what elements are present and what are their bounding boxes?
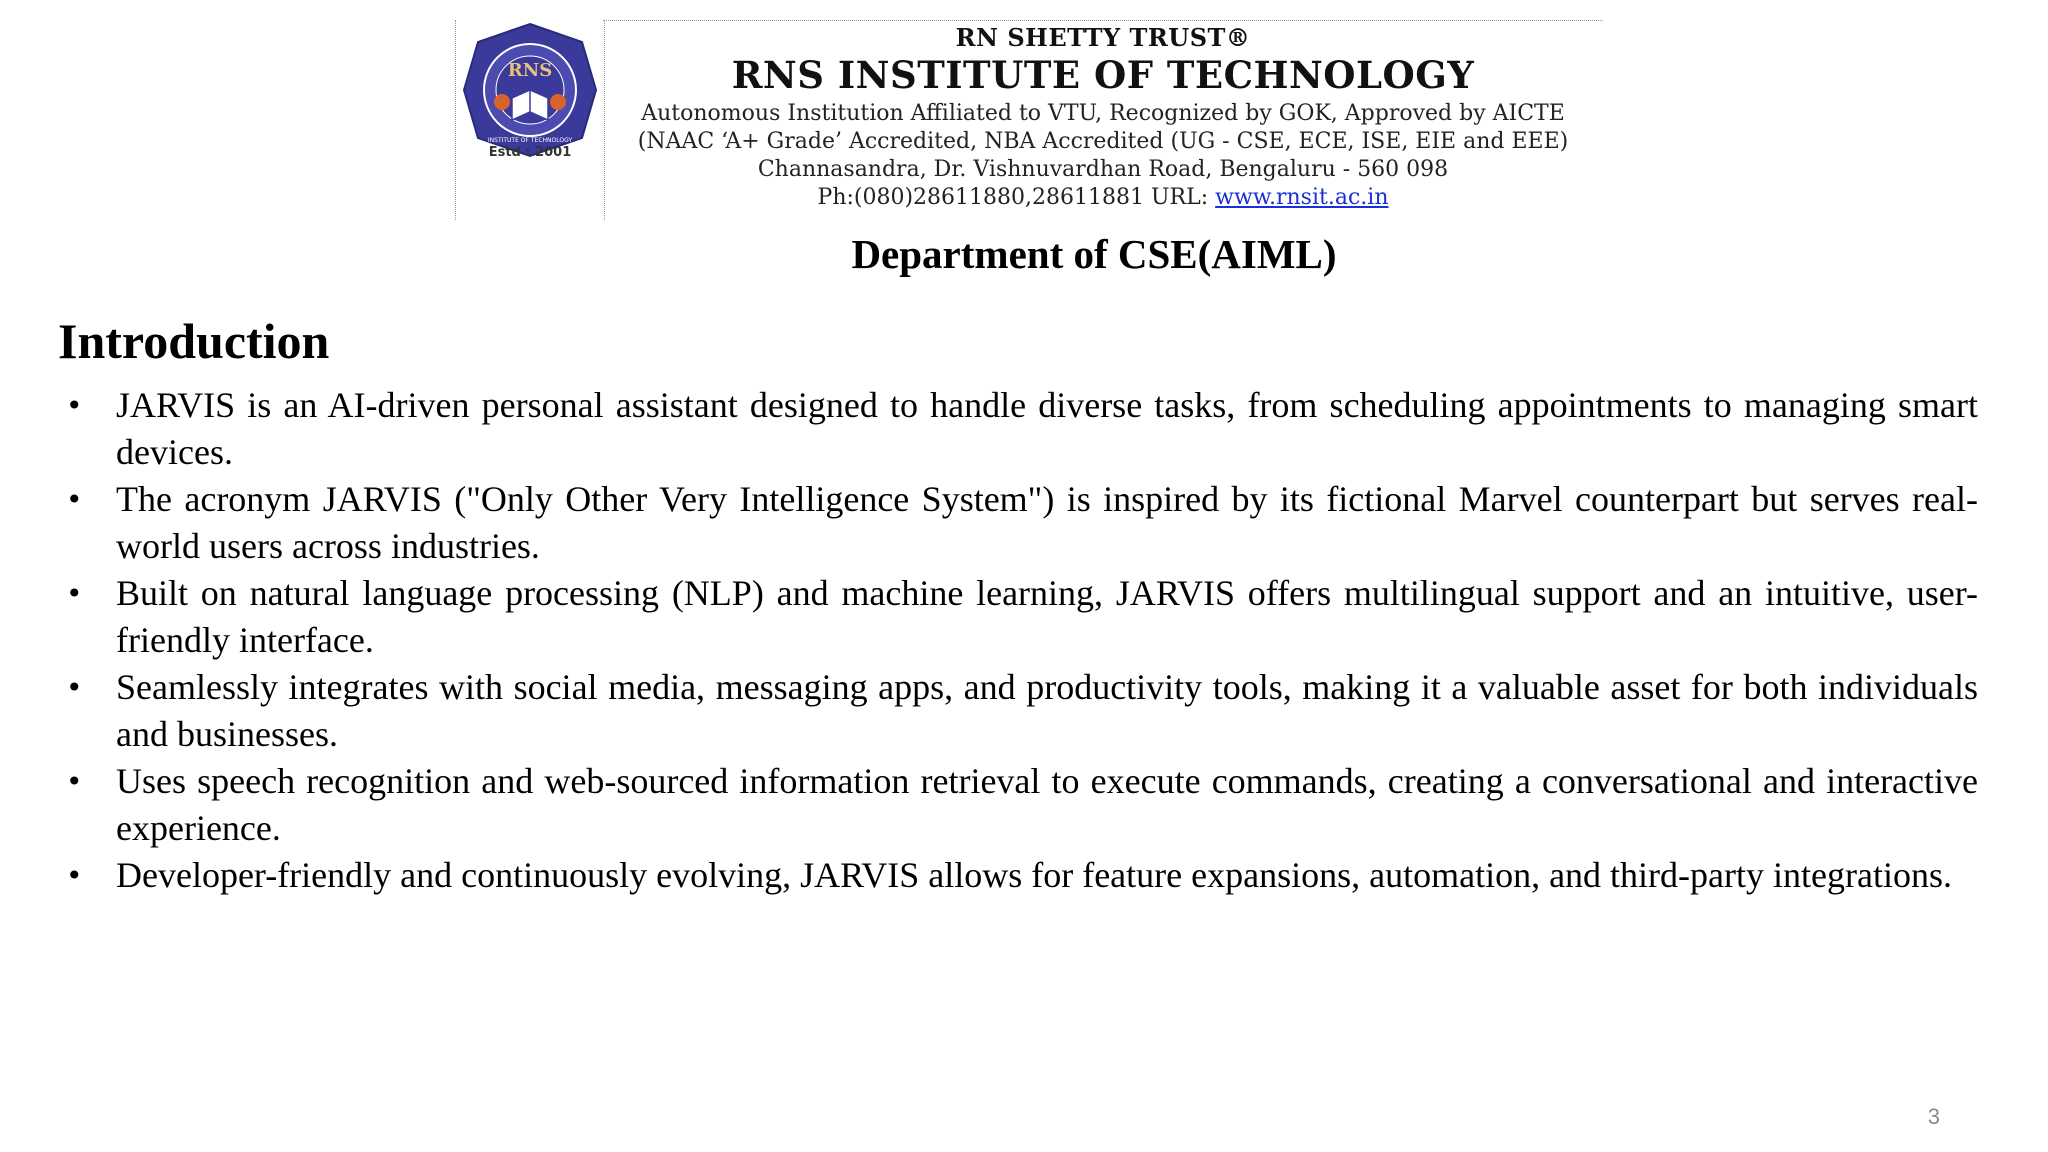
bullet-glyph: • (66, 859, 83, 892)
bullet-glyph: • (66, 671, 83, 704)
address-line: Channasandra, Dr. Vishnuvardhan Road, Bengaluru - 560 098 (757, 157, 1449, 182)
bullet-text: Uses speech recognition and web-sourced information retrieval to execute commands, creating a conversational and interactive experience. (116, 761, 1978, 848)
established-year: Estd : 2001 (488, 145, 572, 160)
bullet-item (58, 758, 1978, 852)
bullet-glyph: • (66, 577, 83, 610)
logo-box (455, 20, 605, 220)
letterhead (455, 20, 1605, 220)
bullet-glyph: • (66, 483, 83, 516)
phone-text: Ph:(080)28611880,28611881 URL: (817, 185, 1216, 210)
bullet-glyph: • (66, 765, 83, 798)
trust-name: RN SHETTY TRUST® (955, 23, 1251, 52)
bullet-glyph: • (66, 389, 83, 422)
bullet-item (58, 664, 1978, 758)
accreditation-line: (NAAC ‘A+ Grade’ Accredited, NBA Accredited (UG - CSE, ECE, ISE, EIE and EEE) (637, 129, 1569, 154)
bullet-text: The acronym JARVIS ("Only Other Very Intelligence System") is inspired by its fictional Marvel counterpart but serves real-world users across industries. (116, 479, 1978, 566)
department-heading: Department of CSE(AIML) (851, 231, 1337, 277)
affiliation-line: Autonomous Institution Affiliated to VTU, Recognized by GOK, Approved by AICTE (641, 101, 1565, 126)
logo-ring-text: INSTITUTE OF TECHNOLOGY (487, 137, 573, 144)
bullet-text: Developer-friendly and continuously evolving, JARVIS allows for feature expansions, automation, and third-party integrations. (116, 855, 1952, 895)
institute-logo (460, 20, 600, 160)
bullet-text: Seamlessly integrates with social media, messaging apps, and productivity tools, making it a valuable asset for both individuals and businesses. (116, 667, 1978, 754)
institute-name: RNS INSTITUTE OF TECHNOLOGY (731, 53, 1475, 97)
website-link[interactable]: www.rnsit.ac.in (1215, 185, 1389, 210)
contact-line (603, 185, 1603, 210)
page-number: 3 (1927, 1104, 1940, 1129)
bullet-item (58, 852, 1978, 899)
letterhead-text (603, 20, 1603, 221)
bullet-list (58, 382, 1978, 899)
bullet-text: JARVIS is an AI-driven personal assistant designed to handle diverse tasks, from scheduling appointments to managing smart devices. (116, 385, 1978, 472)
logo-text: RNS (507, 60, 553, 81)
bullet-text: Built on natural language processing (NLP) and machine learning, JARVIS offers multilingual support and an intuitive, user-friendly interface. (116, 573, 1978, 660)
section-title: Introduction (58, 313, 330, 369)
bullet-item (58, 382, 1978, 476)
bullet-item (58, 570, 1978, 664)
bullet-item (58, 476, 1978, 570)
